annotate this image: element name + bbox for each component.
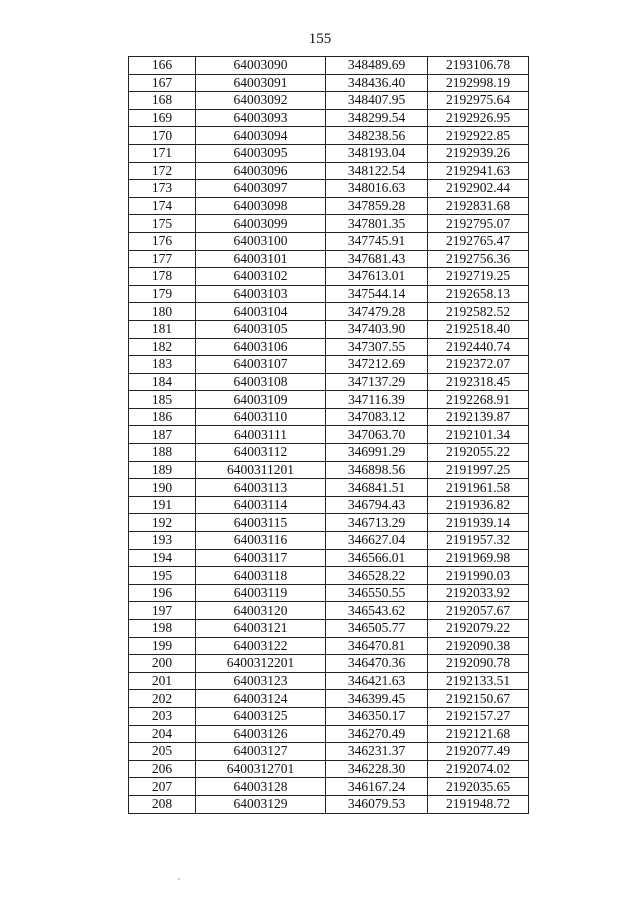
y-coordinate-cell: 2192268.91 <box>428 391 529 409</box>
point-id-cell: 64003100 <box>196 232 326 250</box>
point-index-cell: 198 <box>129 620 196 638</box>
point-id-cell: 64003102 <box>196 268 326 286</box>
table-row <box>129 338 529 356</box>
y-coordinate-cell: 2192033.92 <box>428 584 529 602</box>
table-row <box>129 567 529 585</box>
x-coordinate-cell: 346566.01 <box>326 549 428 567</box>
table-row <box>129 760 529 778</box>
point-id-cell: 64003091 <box>196 74 326 92</box>
point-id-cell: 64003090 <box>196 57 326 75</box>
y-coordinate-cell: 2192902.44 <box>428 180 529 198</box>
y-coordinate-cell: 2192157.27 <box>428 707 529 725</box>
point-id-cell: 64003107 <box>196 356 326 374</box>
point-id-cell: 64003103 <box>196 285 326 303</box>
point-index-cell: 180 <box>129 303 196 321</box>
point-index-cell: 172 <box>129 162 196 180</box>
point-id-cell: 64003122 <box>196 637 326 655</box>
point-index-cell: 194 <box>129 549 196 567</box>
table-row <box>129 180 529 198</box>
point-index-cell: 185 <box>129 391 196 409</box>
y-coordinate-cell: 2192922.85 <box>428 127 529 145</box>
x-coordinate-cell: 347063.70 <box>326 426 428 444</box>
x-coordinate-cell: 346167.24 <box>326 778 428 796</box>
table-row <box>129 725 529 743</box>
y-coordinate-cell: 2192077.49 <box>428 743 529 761</box>
y-coordinate-cell: 2192133.51 <box>428 672 529 690</box>
table-row <box>129 549 529 567</box>
table-row <box>129 109 529 127</box>
y-coordinate-cell: 2192121.68 <box>428 725 529 743</box>
y-coordinate-cell: 2192074.02 <box>428 760 529 778</box>
point-id-cell: 64003126 <box>196 725 326 743</box>
coordinates-table-body <box>129 57 529 814</box>
x-coordinate-cell: 348436.40 <box>326 74 428 92</box>
point-index-cell: 179 <box>129 285 196 303</box>
point-id-cell: 64003125 <box>196 707 326 725</box>
point-id-cell: 64003113 <box>196 479 326 497</box>
point-index-cell: 166 <box>129 57 196 75</box>
table-row <box>129 408 529 426</box>
point-id-cell: 64003112 <box>196 444 326 462</box>
table-row <box>129 707 529 725</box>
y-coordinate-cell: 2192926.95 <box>428 109 529 127</box>
x-coordinate-cell: 347116.39 <box>326 391 428 409</box>
point-index-cell: 167 <box>129 74 196 92</box>
point-index-cell: 207 <box>129 778 196 796</box>
x-coordinate-cell: 346794.43 <box>326 496 428 514</box>
point-id-cell: 64003116 <box>196 532 326 550</box>
y-coordinate-cell: 2192318.45 <box>428 373 529 391</box>
point-id-cell: 64003101 <box>196 250 326 268</box>
point-id-cell: 64003114 <box>196 496 326 514</box>
point-index-cell: 186 <box>129 408 196 426</box>
y-coordinate-cell: 2192975.64 <box>428 92 529 110</box>
point-index-cell: 177 <box>129 250 196 268</box>
x-coordinate-cell: 346421.63 <box>326 672 428 690</box>
point-id-cell: 64003124 <box>196 690 326 708</box>
table-row <box>129 215 529 233</box>
point-index-cell: 183 <box>129 356 196 374</box>
x-coordinate-cell: 346991.29 <box>326 444 428 462</box>
point-index-cell: 171 <box>129 144 196 162</box>
point-index-cell: 188 <box>129 444 196 462</box>
point-index-cell: 203 <box>129 707 196 725</box>
x-coordinate-cell: 348016.63 <box>326 180 428 198</box>
table-row <box>129 778 529 796</box>
table-row <box>129 496 529 514</box>
table-row <box>129 303 529 321</box>
y-coordinate-cell: 2191961.58 <box>428 479 529 497</box>
y-coordinate-cell: 2192139.87 <box>428 408 529 426</box>
point-index-cell: 181 <box>129 320 196 338</box>
point-index-cell: 199 <box>129 637 196 655</box>
point-id-cell: 64003093 <box>196 109 326 127</box>
point-id-cell: 64003108 <box>196 373 326 391</box>
point-id-cell: 64003095 <box>196 144 326 162</box>
y-coordinate-cell: 2192518.40 <box>428 320 529 338</box>
table-row <box>129 127 529 145</box>
x-coordinate-cell: 348193.04 <box>326 144 428 162</box>
coordinates-table <box>128 56 529 814</box>
x-coordinate-cell: 346470.36 <box>326 655 428 673</box>
point-id-cell: 6400312201 <box>196 655 326 673</box>
y-coordinate-cell: 2192756.36 <box>428 250 529 268</box>
point-id-cell: 64003106 <box>196 338 326 356</box>
table-row <box>129 602 529 620</box>
y-coordinate-cell: 2192765.47 <box>428 232 529 250</box>
table-row <box>129 743 529 761</box>
point-id-cell: 64003123 <box>196 672 326 690</box>
x-coordinate-cell: 348122.54 <box>326 162 428 180</box>
point-id-cell: 64003097 <box>196 180 326 198</box>
table-row <box>129 144 529 162</box>
point-index-cell: 175 <box>129 215 196 233</box>
point-index-cell: 184 <box>129 373 196 391</box>
y-coordinate-cell: 2192079.22 <box>428 620 529 638</box>
y-coordinate-cell: 2192057.67 <box>428 602 529 620</box>
point-id-cell: 64003094 <box>196 127 326 145</box>
point-index-cell: 192 <box>129 514 196 532</box>
y-coordinate-cell: 2192582.52 <box>428 303 529 321</box>
point-id-cell: 6400312701 <box>196 760 326 778</box>
y-coordinate-cell: 2191948.72 <box>428 795 529 813</box>
x-coordinate-cell: 346550.55 <box>326 584 428 602</box>
x-coordinate-cell: 347212.69 <box>326 356 428 374</box>
x-coordinate-cell: 346713.29 <box>326 514 428 532</box>
y-coordinate-cell: 2191990.03 <box>428 567 529 585</box>
table-row <box>129 637 529 655</box>
point-index-cell: 200 <box>129 655 196 673</box>
table-row <box>129 197 529 215</box>
point-index-cell: 189 <box>129 461 196 479</box>
table-row <box>129 74 529 92</box>
x-coordinate-cell: 346228.30 <box>326 760 428 778</box>
point-id-cell: 64003096 <box>196 162 326 180</box>
x-coordinate-cell: 348407.95 <box>326 92 428 110</box>
x-coordinate-cell: 347859.28 <box>326 197 428 215</box>
point-index-cell: 202 <box>129 690 196 708</box>
x-coordinate-cell: 348489.69 <box>326 57 428 75</box>
y-coordinate-cell: 2192150.67 <box>428 690 529 708</box>
point-id-cell: 6400311201 <box>196 461 326 479</box>
x-coordinate-cell: 348299.54 <box>326 109 428 127</box>
x-coordinate-cell: 347083.12 <box>326 408 428 426</box>
point-id-cell: 64003092 <box>196 92 326 110</box>
x-coordinate-cell: 346399.45 <box>326 690 428 708</box>
x-coordinate-cell: 347544.14 <box>326 285 428 303</box>
table-row <box>129 672 529 690</box>
x-coordinate-cell: 347613.01 <box>326 268 428 286</box>
table-row <box>129 57 529 75</box>
y-coordinate-cell: 2192719.25 <box>428 268 529 286</box>
y-coordinate-cell: 2192372.07 <box>428 356 529 374</box>
point-index-cell: 204 <box>129 725 196 743</box>
page-number: 155 <box>308 31 332 47</box>
x-coordinate-cell: 347307.55 <box>326 338 428 356</box>
y-coordinate-cell: 2192998.19 <box>428 74 529 92</box>
point-index-cell: 174 <box>129 197 196 215</box>
scan-speck <box>178 878 180 880</box>
point-id-cell: 64003128 <box>196 778 326 796</box>
x-coordinate-cell: 346079.53 <box>326 795 428 813</box>
x-coordinate-cell: 347137.29 <box>326 373 428 391</box>
y-coordinate-cell: 2192440.74 <box>428 338 529 356</box>
point-id-cell: 64003127 <box>196 743 326 761</box>
point-index-cell: 193 <box>129 532 196 550</box>
table-row <box>129 479 529 497</box>
x-coordinate-cell: 346841.51 <box>326 479 428 497</box>
y-coordinate-cell: 2191957.32 <box>428 532 529 550</box>
x-coordinate-cell: 348238.56 <box>326 127 428 145</box>
point-index-cell: 195 <box>129 567 196 585</box>
y-coordinate-cell: 2191939.14 <box>428 514 529 532</box>
x-coordinate-cell: 346270.49 <box>326 725 428 743</box>
point-id-cell: 64003117 <box>196 549 326 567</box>
y-coordinate-cell: 2192795.07 <box>428 215 529 233</box>
point-id-cell: 64003105 <box>196 320 326 338</box>
table-row <box>129 795 529 813</box>
point-index-cell: 187 <box>129 426 196 444</box>
x-coordinate-cell: 346231.37 <box>326 743 428 761</box>
point-index-cell: 168 <box>129 92 196 110</box>
x-coordinate-cell: 346350.17 <box>326 707 428 725</box>
x-coordinate-cell: 347681.43 <box>326 250 428 268</box>
point-index-cell: 176 <box>129 232 196 250</box>
point-id-cell: 64003120 <box>196 602 326 620</box>
point-id-cell: 64003099 <box>196 215 326 233</box>
point-id-cell: 64003104 <box>196 303 326 321</box>
point-index-cell: 205 <box>129 743 196 761</box>
table-row <box>129 584 529 602</box>
y-coordinate-cell: 2192090.78 <box>428 655 529 673</box>
x-coordinate-cell: 347403.90 <box>326 320 428 338</box>
y-coordinate-cell: 2192939.26 <box>428 144 529 162</box>
x-coordinate-cell: 346898.56 <box>326 461 428 479</box>
point-id-cell: 64003129 <box>196 795 326 813</box>
x-coordinate-cell: 347801.35 <box>326 215 428 233</box>
point-index-cell: 191 <box>129 496 196 514</box>
table-row <box>129 162 529 180</box>
y-coordinate-cell: 2192035.65 <box>428 778 529 796</box>
point-id-cell: 64003115 <box>196 514 326 532</box>
point-index-cell: 201 <box>129 672 196 690</box>
table-row <box>129 690 529 708</box>
point-index-cell: 169 <box>129 109 196 127</box>
point-id-cell: 64003111 <box>196 426 326 444</box>
point-index-cell: 173 <box>129 180 196 198</box>
point-id-cell: 64003118 <box>196 567 326 585</box>
x-coordinate-cell: 347745.91 <box>326 232 428 250</box>
point-id-cell: 64003119 <box>196 584 326 602</box>
point-index-cell: 170 <box>129 127 196 145</box>
table-row <box>129 514 529 532</box>
table-row <box>129 532 529 550</box>
y-coordinate-cell: 2191969.98 <box>428 549 529 567</box>
point-index-cell: 208 <box>129 795 196 813</box>
point-id-cell: 64003098 <box>196 197 326 215</box>
point-id-cell: 64003121 <box>196 620 326 638</box>
x-coordinate-cell: 346505.77 <box>326 620 428 638</box>
x-coordinate-cell: 346528.22 <box>326 567 428 585</box>
y-coordinate-cell: 2192831.68 <box>428 197 529 215</box>
y-coordinate-cell: 2191936.82 <box>428 496 529 514</box>
y-coordinate-cell: 2193106.78 <box>428 57 529 75</box>
y-coordinate-cell: 2192941.63 <box>428 162 529 180</box>
table-row <box>129 391 529 409</box>
table-row <box>129 285 529 303</box>
y-coordinate-cell: 2192658.13 <box>428 285 529 303</box>
y-coordinate-cell: 2192101.34 <box>428 426 529 444</box>
x-coordinate-cell: 346543.62 <box>326 602 428 620</box>
y-coordinate-cell: 2192090.38 <box>428 637 529 655</box>
table-row <box>129 268 529 286</box>
point-index-cell: 196 <box>129 584 196 602</box>
table-row <box>129 356 529 374</box>
table-row <box>129 655 529 673</box>
table-row <box>129 373 529 391</box>
point-id-cell: 64003109 <box>196 391 326 409</box>
table-row <box>129 250 529 268</box>
x-coordinate-cell: 346470.81 <box>326 637 428 655</box>
x-coordinate-cell: 346627.04 <box>326 532 428 550</box>
table-row <box>129 620 529 638</box>
point-index-cell: 190 <box>129 479 196 497</box>
table-row <box>129 320 529 338</box>
table-row <box>129 461 529 479</box>
point-index-cell: 178 <box>129 268 196 286</box>
table-row <box>129 444 529 462</box>
table-row <box>129 232 529 250</box>
point-index-cell: 206 <box>129 760 196 778</box>
y-coordinate-cell: 2192055.22 <box>428 444 529 462</box>
x-coordinate-cell: 347479.28 <box>326 303 428 321</box>
point-index-cell: 182 <box>129 338 196 356</box>
table-row <box>129 92 529 110</box>
table-row <box>129 426 529 444</box>
point-index-cell: 197 <box>129 602 196 620</box>
point-id-cell: 64003110 <box>196 408 326 426</box>
y-coordinate-cell: 2191997.25 <box>428 461 529 479</box>
